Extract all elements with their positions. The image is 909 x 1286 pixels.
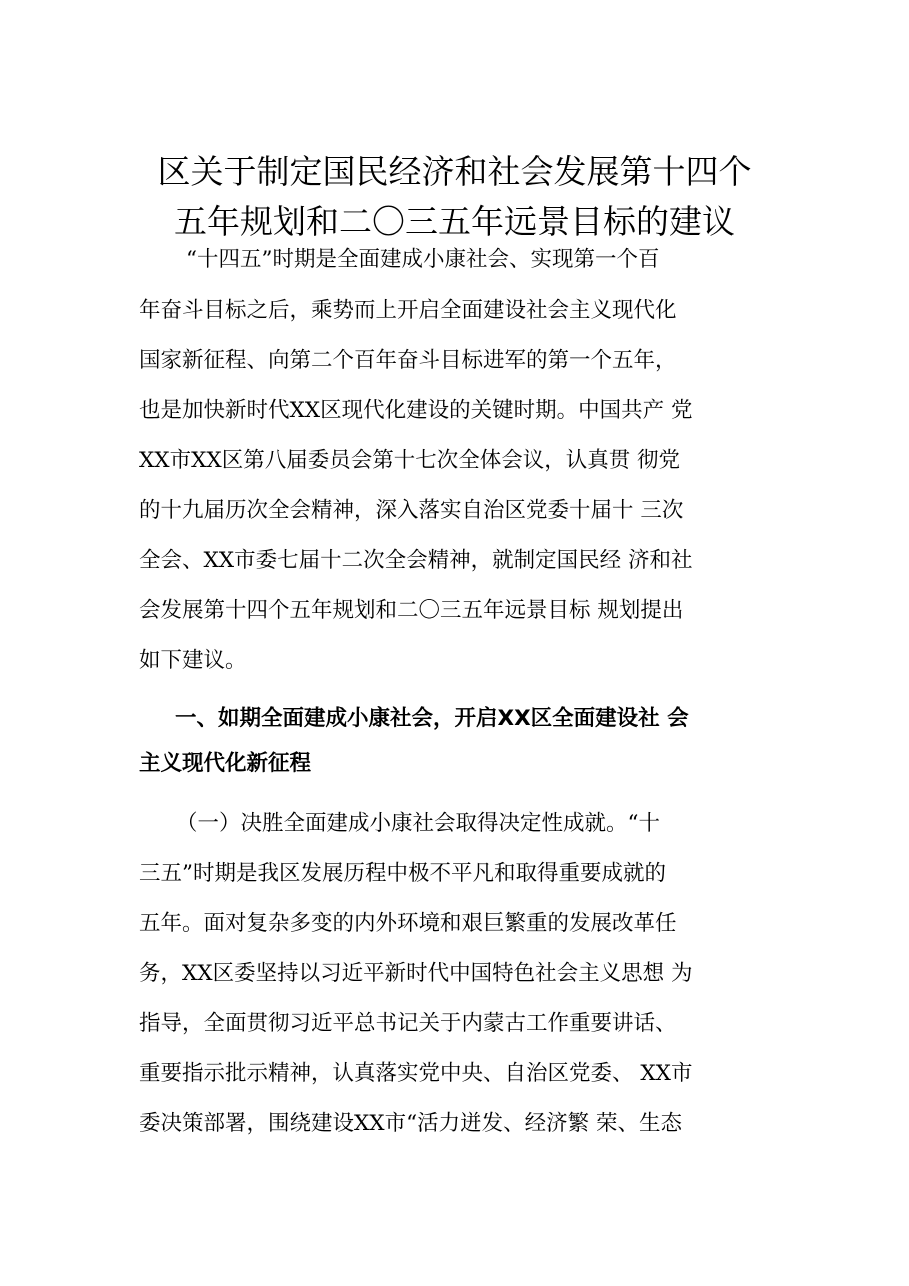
paragraph-line: 委决策部署，围绕建设XX市“活力迸发、经济繁 荣、生态 [139,1111,682,1136]
section-heading-line: 主义现代化新征程 [139,751,312,776]
paragraph-line: 全会、XX市委七届十二次全会精神，就制定国民经 济和社 [139,548,693,573]
paragraph-line: “十四五”时期是全面建成小康社会、实现第一个百 [186,247,660,272]
paragraph-line: 五年。面对复杂多变的内外环境和艰巨繁重的发展改革任 [139,911,677,936]
paragraph-line: 务，XX区委坚持以习近平新时代中国特色社会主义思想 为 [139,961,693,986]
paragraph-line: 年奋斗目标之后，乘势而上开启全面建设社会主义现代化 [139,298,677,323]
paragraph-line: 国家新征程、向第二个百年奋斗目标进军的第一个五年， [139,348,677,373]
paragraph-line: 的十九届历次全会精神，深入落实自治区党委十届十 三次 [139,498,684,523]
paragraph-line: 三五”时期是我区发展历程中极不平凡和取得重要成就的 [139,861,666,886]
paragraph-line: XX市XX区第八届委员会第十七次全体会议，认真贯 彻党 [139,448,681,473]
paragraph-line: 会发展第十四个五年规划和二〇三五年远景目标 规划提出 [139,598,684,623]
paragraph-line: 如下建议。 [139,648,247,673]
paragraph-line: 指导，全面贯彻习近平总书记关于内蒙古工作重要讲话、 [139,1011,677,1036]
document-title-line-2: 五年规划和二〇三五年远景目标的建议 [174,202,735,241]
paragraph-line: （一）决胜全面建成小康社会取得决定性成就。“十 [176,811,660,836]
document-title-line-1: 区关于制定国民经济和社会发展第十四个 [157,152,752,191]
paragraph-line: 重要指示批示精神，认真落实党中央、自治区党委、 XX市 [139,1061,693,1086]
paragraph-line: 也是加快新时代XX区现代化建设的关键时期。中国共产 党 [139,398,693,423]
section-heading-line: 一、如期全面建成小康社会，开启XX区全面建设社 会 [175,706,689,731]
